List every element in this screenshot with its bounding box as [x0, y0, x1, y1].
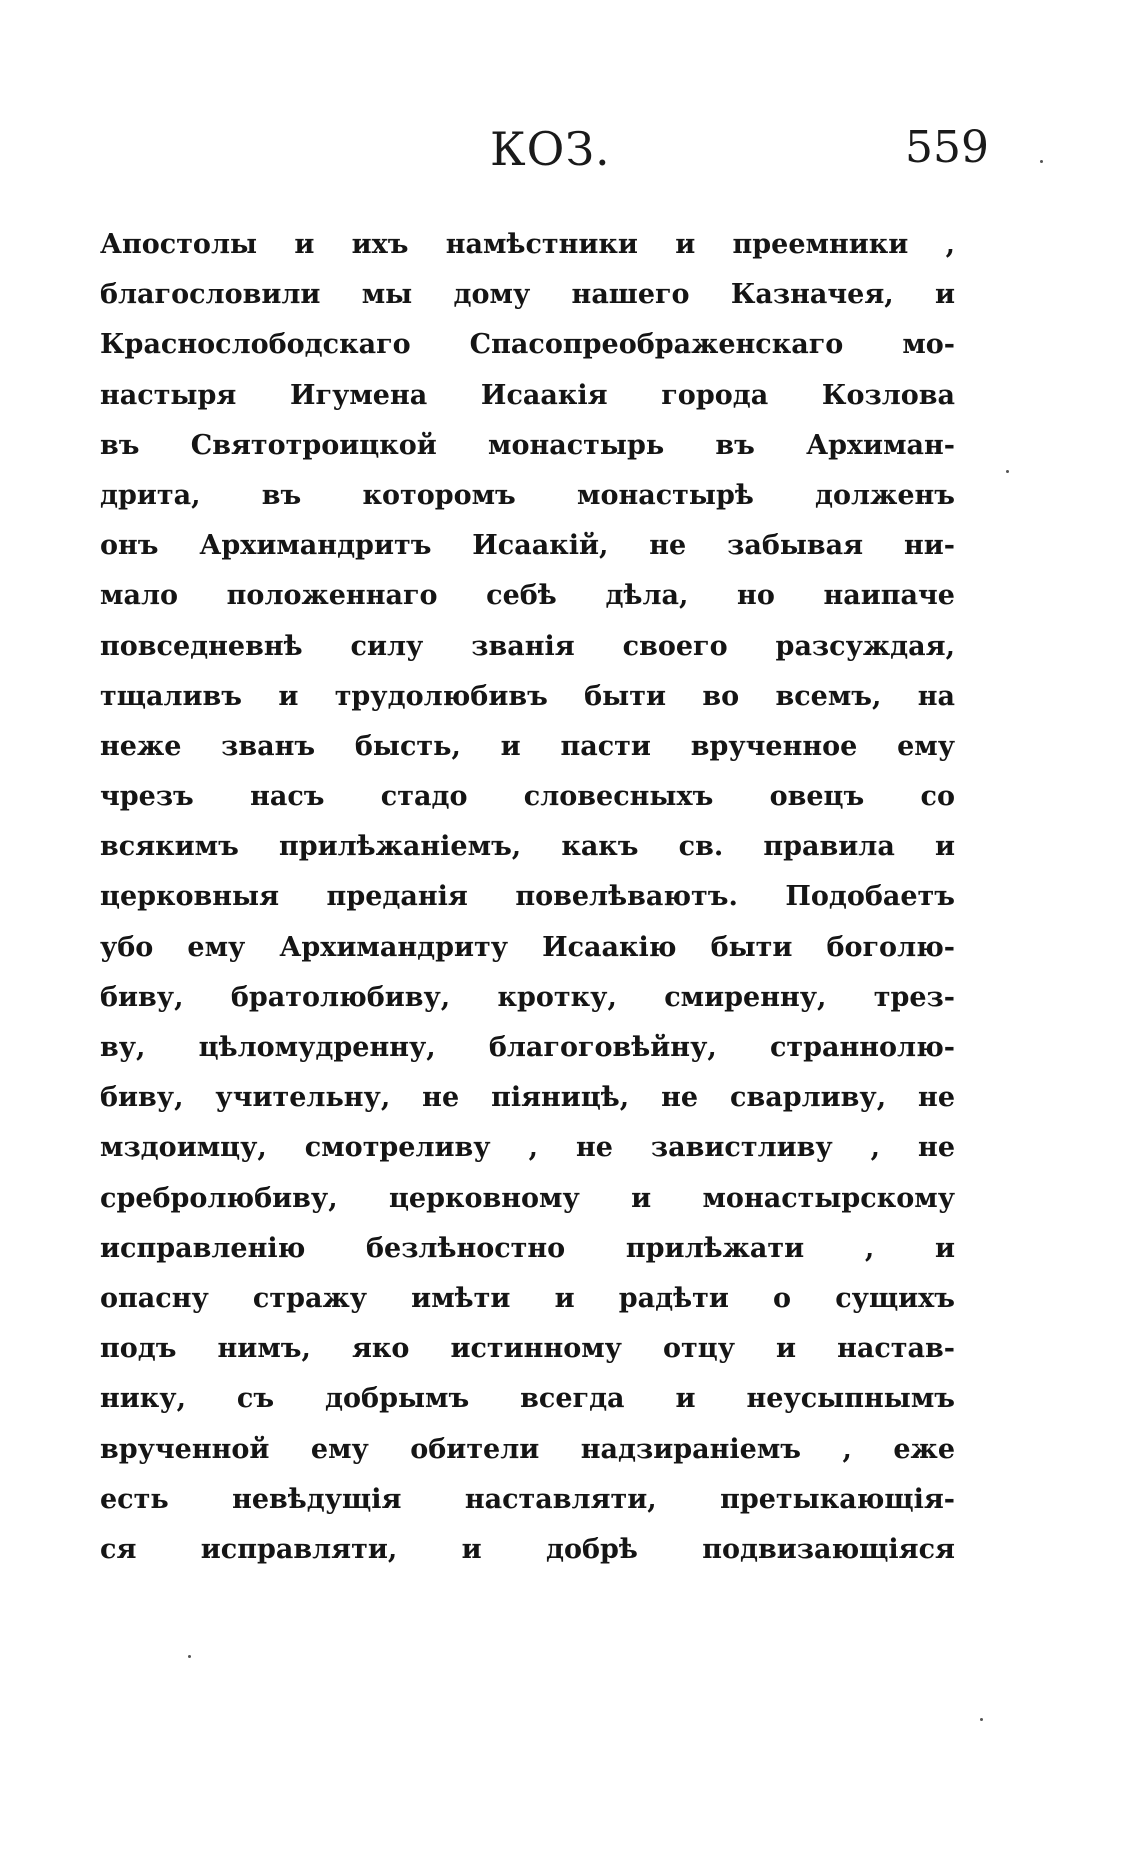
running-head	[0, 122, 1140, 182]
text-line: мало положеннаго себѣ дѣла, но наипаче	[100, 580, 955, 612]
running-head-title: КОЗ.	[490, 122, 611, 176]
text-line: неже званъ бысть, и пасти врученное ему	[100, 730, 955, 762]
text-line: убо ему Архимандриту Исаакію быти боголю-	[100, 931, 955, 963]
text-line: врученной ему обители надзираніемъ , еже	[100, 1433, 955, 1465]
text-line: дрита, въ которомъ монастырѣ долженъ	[100, 479, 955, 511]
paper-speck	[188, 1655, 191, 1658]
paper-speck	[1040, 160, 1043, 163]
text-line: биву, братолюбиву, кротку, смиренну, трез-	[100, 981, 955, 1013]
text-line: есть невѣдущія наставляти, претыкающія-	[100, 1483, 955, 1515]
page-number: 559	[905, 122, 989, 173]
text-line: Краснослободскаго Спасопреображенскаго мо-	[100, 329, 955, 361]
body-text	[100, 220, 955, 1575]
text-line: ся исправляти, и добрѣ подвизающіяся	[100, 1533, 955, 1565]
text-line: благословили мы дому нашего Казначея, и	[100, 279, 955, 311]
text-line: нику, съ добрымъ всегда и неусыпнымъ	[100, 1383, 955, 1415]
text-line: исправленію безлѣностно прилѣжати , и	[100, 1232, 955, 1264]
text-line: опасну стражу имѣти и радѣти о сущихъ	[100, 1282, 955, 1314]
text-line: въ Святотроицкой монастырь въ Архиман-	[100, 429, 955, 461]
text-line: всякимъ прилѣжаніемъ, какъ св. правила и	[100, 831, 955, 863]
text-line: настыря Игумена Исаакія города Козлова	[100, 379, 955, 411]
text-line: подъ нимъ, яко истинному отцу и настав-	[100, 1333, 955, 1365]
text-line: онъ Архимандритъ Исаакій, не забывая ни-	[100, 530, 955, 562]
text-line: ву, цѣломудренну, благоговѣйну, страннолю-	[100, 1032, 955, 1063]
text-line: Апостолы и ихъ намѣстники и преемники ,	[100, 229, 955, 260]
text-line: повседневнѣ силу званія своего разсуждая,	[100, 630, 955, 662]
paper-speck	[1006, 470, 1009, 473]
text-line: сребролюбиву, церковному и монастырскому	[100, 1182, 955, 1214]
text-line: церковныя преданія повелѣваютъ. Подобаетъ	[100, 881, 955, 913]
text-line: чрезъ насъ стадо словесныхъ овецъ со	[100, 781, 955, 813]
text-line: биву, учительну, не піяницѣ, не сварливу, не	[100, 1082, 955, 1114]
paper-speck	[980, 1718, 983, 1721]
text-line: мздоимцу, смотреливу , не завистливу , не	[100, 1132, 955, 1164]
text-line: тщаливъ и трудолюбивъ быти во всемъ, на	[100, 680, 955, 712]
